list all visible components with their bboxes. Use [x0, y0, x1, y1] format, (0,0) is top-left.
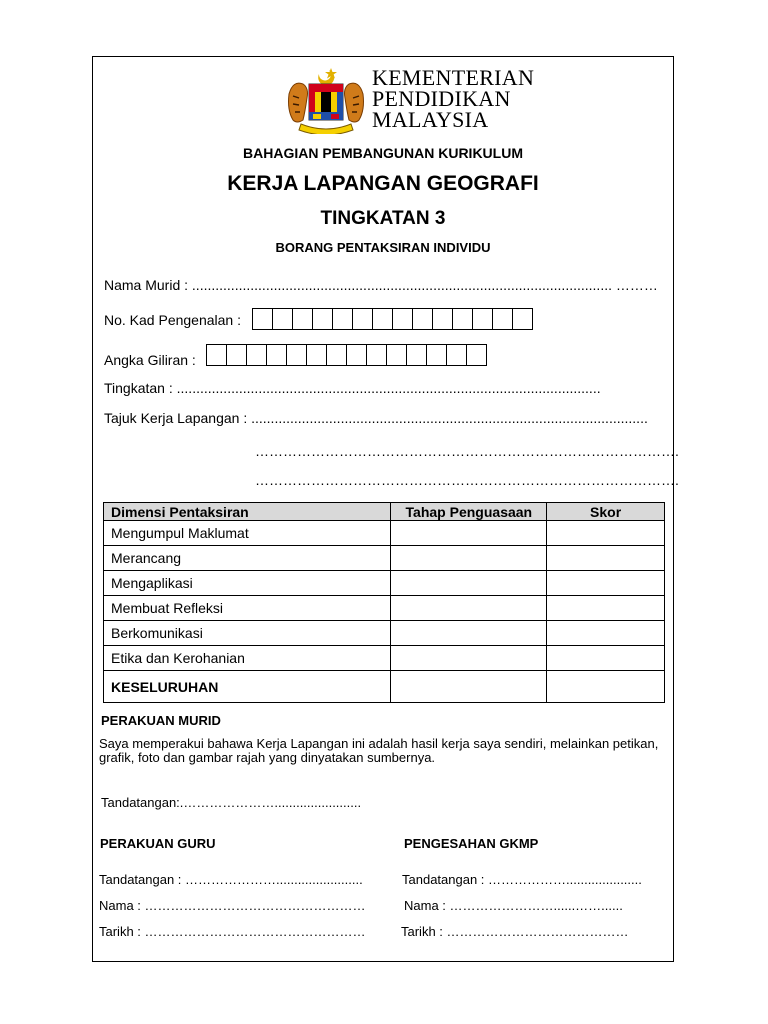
- row-label: Membuat Refleksi: [104, 596, 391, 621]
- pengesahan-gkmp-title: PENGESAHAN GKMP: [404, 836, 539, 851]
- ministry-line-1: KEMENTERIAN: [372, 65, 535, 90]
- total-label: KESELURUHAN: [104, 671, 391, 703]
- form-name: BORANG PENTAKSIRAN INDIVIDU: [275, 240, 491, 255]
- angka-digit-box[interactable]: [427, 345, 447, 365]
- ministry-name: [372, 65, 535, 132]
- tahap-cell[interactable]: [391, 621, 547, 646]
- murid-signature-field[interactable]: Tandatangan:.…………………........................: [101, 795, 362, 810]
- skor-cell[interactable]: [547, 646, 665, 671]
- tahap-cell[interactable]: [391, 646, 547, 671]
- gkmp-date-field[interactable]: Tarikh : ……………………………………: [401, 924, 629, 939]
- gkmp-name-field[interactable]: Nama : ……………………......……......: [404, 898, 623, 913]
- angka-digit-box[interactable]: [447, 345, 467, 365]
- perakuan-guru-title: PERAKUAN GURU: [100, 836, 216, 851]
- kad-digit-box[interactable]: [473, 309, 493, 329]
- angka-digit-box[interactable]: [467, 345, 487, 365]
- ministry-line-2: PENDIDIKAN: [372, 86, 511, 111]
- tingkatan-field[interactable]: Tingkatan : .............................................................................................................: [104, 380, 601, 396]
- total-tahap-cell[interactable]: [391, 671, 547, 703]
- skor-cell[interactable]: [547, 546, 665, 571]
- kad-digit-box[interactable]: [313, 309, 333, 329]
- col-dimensi: Dimensi Pentaksiran: [104, 503, 391, 521]
- skor-cell[interactable]: [547, 621, 665, 646]
- tahap-cell[interactable]: [391, 571, 547, 596]
- tajuk-line-3[interactable]: ……………………………………………………………………………….: [255, 472, 679, 488]
- perakuan-murid-text-1: Saya memperakui bahawa Kerja Lapangan ini adalah hasil kerja saya sendiri, melainkan petikan,: [99, 736, 659, 751]
- guru-signature-field[interactable]: Tandatangan : …………………........................: [99, 872, 363, 887]
- ministry-line-3: MALAYSIA: [372, 107, 489, 132]
- kad-digit-box[interactable]: [493, 309, 513, 329]
- total-skor-cell[interactable]: [547, 671, 665, 703]
- kad-digit-box[interactable]: [413, 309, 433, 329]
- page-title: KERJA LAPANGAN GEOGRAFI: [227, 172, 539, 195]
- kad-digit-box[interactable]: [373, 309, 393, 329]
- skor-cell[interactable]: [547, 571, 665, 596]
- kad-digit-box[interactable]: [293, 309, 313, 329]
- tahap-cell[interactable]: [391, 546, 547, 571]
- col-skor: Skor: [547, 503, 665, 521]
- kad-digit-box[interactable]: [253, 309, 273, 329]
- guru-date-field[interactable]: Tarikh : ……………………………………………: [99, 924, 366, 939]
- angka-digit-box[interactable]: [267, 345, 287, 365]
- crest-logo: [283, 64, 369, 139]
- table-row: [104, 621, 665, 646]
- angka-digit-box[interactable]: [347, 345, 367, 365]
- angka-digit-box[interactable]: [327, 345, 347, 365]
- tajuk-line-2[interactable]: ……………………………………………………………………………….: [255, 443, 679, 459]
- skor-cell[interactable]: [547, 521, 665, 546]
- total-row: [104, 671, 665, 703]
- skor-cell[interactable]: [547, 596, 665, 621]
- angka-giliran-boxes[interactable]: [206, 344, 487, 366]
- row-label: Merancang: [104, 546, 391, 571]
- table-header-row: [104, 503, 665, 521]
- angka-digit-box[interactable]: [387, 345, 407, 365]
- gkmp-signature-field[interactable]: Tandatangan : ……………….....................: [402, 872, 642, 887]
- table-row: [104, 646, 665, 671]
- form-level: TINGKATAN 3: [320, 208, 446, 229]
- kad-pengenalan-boxes[interactable]: [252, 308, 533, 330]
- table-row: [104, 546, 665, 571]
- tahap-cell[interactable]: [391, 596, 547, 621]
- angka-digit-box[interactable]: [307, 345, 327, 365]
- kad-digit-box[interactable]: [433, 309, 453, 329]
- kad-digit-box[interactable]: [273, 309, 293, 329]
- division-heading: BAHAGIAN PEMBANGUNAN KURIKULUM: [243, 145, 523, 161]
- row-label: Mengaplikasi: [104, 571, 391, 596]
- angka-digit-box[interactable]: [287, 345, 307, 365]
- table-row: [104, 521, 665, 546]
- perakuan-murid-text-2: grafik, foto dan gambar rajah yang dinyatakan sumbernya.: [99, 750, 436, 765]
- tahap-cell[interactable]: [391, 521, 547, 546]
- angka-digit-box[interactable]: [407, 345, 427, 365]
- angka-giliran-label: Angka Giliran :: [104, 352, 196, 368]
- col-tahap: Tahap Penguasaan: [391, 503, 547, 521]
- table-row: [104, 571, 665, 596]
- angka-digit-box[interactable]: [207, 345, 227, 365]
- kad-pengenalan-label: No. Kad Pengenalan :: [104, 312, 241, 328]
- table-row: [104, 596, 665, 621]
- assessment-table: [103, 502, 665, 703]
- nama-murid-field[interactable]: Nama Murid : ............................................................................................................ ………: [104, 277, 658, 293]
- perakuan-murid-title: PERAKUAN MURID: [101, 713, 221, 728]
- kad-digit-box[interactable]: [513, 309, 533, 329]
- kad-digit-box[interactable]: [353, 309, 373, 329]
- row-label: Berkomunikasi: [104, 621, 391, 646]
- row-label: Etika dan Kerohanian: [104, 646, 391, 671]
- tajuk-field[interactable]: Tajuk Kerja Lapangan : ......................................................................................................: [104, 410, 648, 426]
- angka-digit-box[interactable]: [367, 345, 387, 365]
- kad-digit-box[interactable]: [333, 309, 353, 329]
- row-label: Mengumpul Maklumat: [104, 521, 391, 546]
- kad-digit-box[interactable]: [393, 309, 413, 329]
- kad-digit-box[interactable]: [453, 309, 473, 329]
- guru-name-field[interactable]: Nama : ……………………………………………: [99, 898, 366, 913]
- angka-digit-box[interactable]: [227, 345, 247, 365]
- angka-digit-box[interactable]: [247, 345, 267, 365]
